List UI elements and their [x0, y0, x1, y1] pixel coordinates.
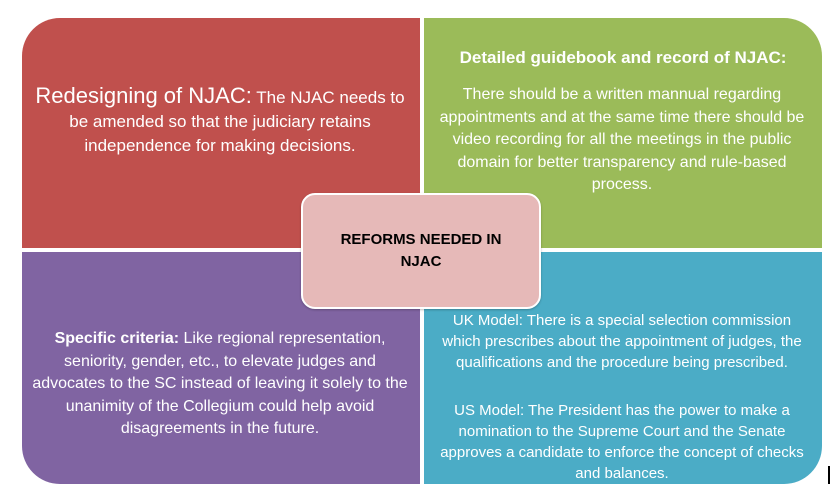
quadrant-heading: Detailed guidebook and record of NJAC:	[459, 48, 787, 67]
us-model-text: US Model: The President has the power to make a nomination to the Supreme Court and the Senate approves a candidate to enforce the concept of checks and balances.	[440, 402, 804, 482]
quadrant-body: Like regional representation, seniority, gender, etc., to elevate judges and advocates to the SC instead of leaving it solely to the unanimity of the Collegium could help avoid disagreements in the future.	[32, 330, 408, 437]
uk-model-text: UK Model: There is a special selection commission which prescribes about the appointment of judges, the qualifications and the procedure being prescribed.	[442, 312, 802, 371]
quadrant-heading: Specific criteria:	[54, 330, 180, 347]
quadrant-body: The NJAC needs to be amended so that the judiciary retains independence for making decisions.	[69, 88, 405, 155]
center-title: REFORMS NEEDED IN NJAC	[340, 231, 502, 270]
quadrant-text	[28, 84, 412, 158]
quadrant-heading: Redesigning of NJAC:	[35, 83, 252, 108]
quadrant-text	[28, 328, 412, 441]
text-cursor-mark	[828, 466, 830, 484]
center-box	[301, 193, 541, 309]
quadrant-body: There should be a written mannual regarding appointments and at the same time there should be video recording for all the meetings in the public domain for better transparency and rule-based process.	[439, 86, 805, 193]
